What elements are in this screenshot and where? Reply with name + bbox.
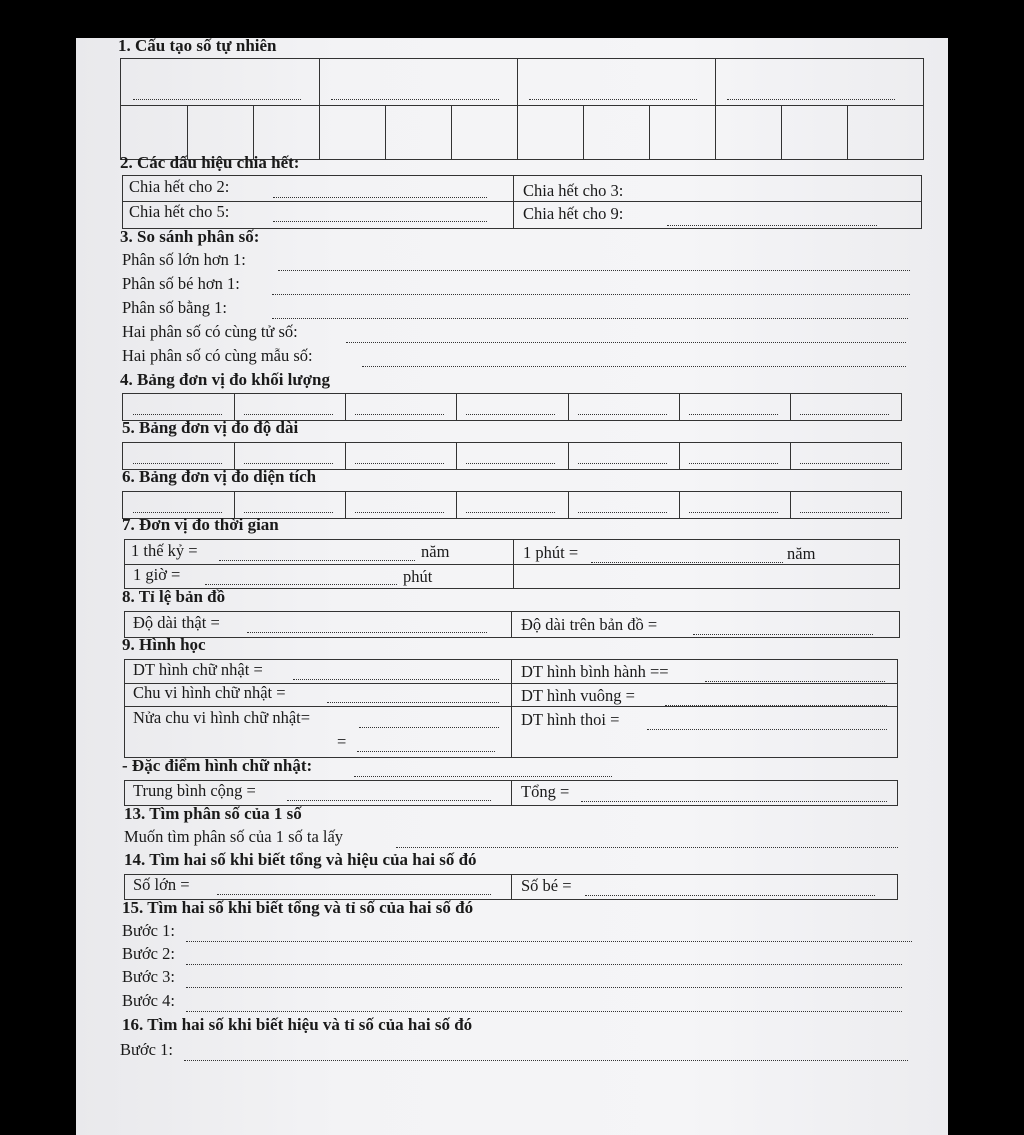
div-by-2-blank[interactable] (273, 185, 487, 198)
class-label-blank[interactable] (133, 87, 301, 100)
half-perimeter-label: Nửa chu vi hình chữ nhật= (133, 708, 311, 727)
unit-cell-blank[interactable] (355, 402, 444, 415)
class-label-blank[interactable] (331, 87, 499, 100)
section-14-title: 14. Tìm hai số khi biết tổng và hiệu của hai số đó (124, 850, 477, 869)
rect-feature-blank[interactable] (354, 764, 612, 777)
div-by-2-label: Chia hết cho 2: (129, 177, 230, 196)
hour-unit: phút (403, 567, 433, 586)
unit-cell-divider (679, 394, 680, 420)
div-by-5-blank[interactable] (273, 209, 487, 222)
big-number-blank[interactable] (217, 882, 491, 895)
half-perimeter-blank[interactable] (359, 715, 499, 728)
sum-blank[interactable] (581, 789, 887, 802)
unit-cell-blank[interactable] (244, 402, 333, 415)
section-13-title: 13. Tìm phân số của 1 số (124, 804, 302, 823)
unit-cell-blank[interactable] (800, 402, 889, 415)
fraction-less-blank[interactable] (272, 282, 910, 295)
fraction-equal-label: Phân số bằng 1: (122, 298, 227, 317)
unit-cell-blank[interactable] (355, 451, 444, 464)
unit-cell-blank[interactable] (355, 500, 444, 513)
s16-step-1-label: Bước 1: (120, 1040, 173, 1059)
unit-cell-divider (568, 443, 569, 469)
square-area-label: DT hình vuông = (521, 686, 635, 705)
unit-cell-divider (234, 443, 235, 469)
minute-label: 1 phút = (523, 543, 579, 562)
section-7-title: 7. Đơn vị đo thời gian (122, 515, 279, 534)
hour-blank[interactable] (205, 572, 397, 585)
unit-cell-blank[interactable] (689, 451, 778, 464)
minute-blank[interactable] (591, 550, 783, 563)
unit-cell-blank[interactable] (800, 451, 889, 464)
unit-cell-divider (345, 443, 346, 469)
unit-cell-divider (679, 492, 680, 518)
unit-cell-blank[interactable] (689, 402, 778, 415)
minute-unit: năm (787, 544, 816, 563)
s15-step-4-blank[interactable] (186, 999, 902, 1012)
square-area-blank[interactable] (665, 693, 887, 706)
section-2-title: 2. Các dấu hiệu chia hết: (120, 153, 300, 172)
map-length-label: Độ dài trên bản đồ = (521, 615, 658, 634)
div-by-3-blank[interactable] (667, 189, 877, 202)
same-numerator-label: Hai phân số có cùng tử số: (122, 322, 298, 341)
div-by-3-label: Chia hết cho 3: (523, 181, 624, 200)
fraction-less-label: Phân số bé hơn 1: (122, 274, 240, 293)
rect-area-blank[interactable] (293, 667, 499, 680)
class-label-blank[interactable] (529, 87, 697, 100)
unit-cell-divider (456, 492, 457, 518)
unit-cell-blank[interactable] (133, 500, 222, 513)
natural-number-table (120, 58, 924, 160)
unit-cell-divider (345, 394, 346, 420)
unit-cell-blank[interactable] (466, 500, 555, 513)
class-label-blank[interactable] (727, 87, 895, 100)
s15-step-3-label: Bước 3: (122, 967, 175, 986)
section-9-title: 9. Hình học (122, 635, 206, 654)
same-numerator-blank[interactable] (346, 330, 906, 343)
average-table (124, 780, 898, 806)
same-denominator-label: Hai phân số có cùng mẫu số: (122, 346, 313, 365)
s15-step-1-label: Bước 1: (122, 921, 175, 940)
small-number-blank[interactable] (585, 883, 875, 896)
century-unit: năm (421, 542, 450, 561)
mass-unit-table (122, 393, 902, 421)
unit-cell-blank[interactable] (466, 451, 555, 464)
hour-label: 1 giờ = (133, 565, 181, 584)
div-by-9-blank[interactable] (667, 213, 877, 226)
century-label: 1 thế kỷ = (131, 541, 198, 560)
div-by-5-label: Chia hết cho 5: (129, 202, 230, 221)
unit-cell-divider (568, 492, 569, 518)
s15-step-3-blank[interactable] (186, 975, 902, 988)
map-length-blank[interactable] (693, 622, 873, 635)
unit-cell-divider (568, 394, 569, 420)
unit-cell-divider (345, 492, 346, 518)
mean-label: Trung bình cộng = (133, 781, 256, 800)
section-1-title: 1. Cấu tạo số tự nhiên (118, 36, 277, 55)
same-denominator-blank[interactable] (362, 354, 906, 367)
rect-feature-label: - Đặc điểm hình chữ nhật: (122, 756, 313, 775)
unit-cell-divider (679, 443, 680, 469)
fraction-equal-blank[interactable] (272, 306, 908, 319)
rhombus-area-blank[interactable] (647, 717, 887, 730)
geometry-table (124, 659, 898, 758)
unit-cell-divider (456, 443, 457, 469)
unit-cell-blank[interactable] (244, 451, 333, 464)
unit-cell-blank[interactable] (800, 500, 889, 513)
rect-perimeter-label: Chu vi hình chữ nhật = (133, 683, 286, 702)
unit-cell-divider (790, 492, 791, 518)
section-15-title: 15. Tìm hai số khi biết tổng và tỉ số của hai số đó (122, 898, 474, 917)
unit-cell-blank[interactable] (466, 402, 555, 415)
half-perimeter-eq: = (337, 732, 347, 751)
s15-step-1-blank[interactable] (186, 929, 912, 942)
half-perimeter-blank-2[interactable] (357, 739, 495, 752)
unit-cell-blank[interactable] (578, 402, 667, 415)
rect-perimeter-blank[interactable] (327, 690, 499, 703)
section-3-title: 3. So sánh phân số: (120, 227, 260, 246)
fraction-greater-blank[interactable] (278, 258, 910, 271)
unit-cell-blank[interactable] (244, 500, 333, 513)
divisibility-table (122, 175, 922, 229)
section-6-title: 6. Bảng đơn vị đo diện tích (122, 467, 317, 486)
time-unit-table (124, 539, 900, 589)
sum-difference-table (124, 874, 898, 900)
s16-step-1-blank[interactable] (184, 1048, 908, 1061)
unit-cell-divider (790, 394, 791, 420)
s15-step-2-label: Bước 2: (122, 944, 175, 963)
parallelogram-area-blank[interactable] (705, 669, 885, 682)
unit-cell-blank[interactable] (133, 402, 222, 415)
century-blank[interactable] (219, 548, 415, 561)
real-length-blank[interactable] (247, 620, 487, 633)
section-16-title: 16. Tìm hai số khi biết hiệu và tỉ số của hai số đó (122, 1015, 473, 1034)
unit-cell-divider (234, 394, 235, 420)
rect-area-label: DT hình chữ nhật = (133, 660, 263, 679)
fraction-of-number-text: Muốn tìm phân số của 1 số ta lấy (124, 827, 344, 846)
rhombus-area-label: DT hình thoi = (521, 710, 620, 729)
unit-cell-blank[interactable] (578, 500, 667, 513)
small-number-label: Số bé = (521, 876, 572, 895)
s15-step-2-blank[interactable] (186, 952, 902, 965)
unit-cell-divider (456, 394, 457, 420)
div-by-9-label: Chia hết cho 9: (523, 204, 624, 223)
unit-cell-divider (790, 443, 791, 469)
fraction-of-number-blank[interactable] (396, 835, 898, 848)
length-unit-table (122, 442, 902, 470)
unit-cell-blank[interactable] (689, 500, 778, 513)
parallelogram-area-label: DT hình bình hành == (521, 662, 669, 681)
section-4-title: 4. Bảng đơn vị đo khối lượng (120, 370, 330, 389)
big-number-label: Số lớn = (133, 875, 190, 894)
unit-cell-blank[interactable] (133, 451, 222, 464)
mean-blank[interactable] (287, 788, 491, 801)
unit-cell-blank[interactable] (578, 451, 667, 464)
sum-label: Tổng = (521, 782, 570, 801)
map-scale-table (124, 611, 900, 638)
section-5-title: 5. Bảng đơn vị đo độ dài (122, 418, 299, 437)
s15-step-4-label: Bước 4: (122, 991, 175, 1010)
fraction-greater-label: Phân số lớn hơn 1: (122, 250, 246, 269)
section-8-title: 8. Tỉ lệ bản đồ (122, 587, 226, 606)
real-length-label: Độ dài thật = (133, 613, 220, 632)
